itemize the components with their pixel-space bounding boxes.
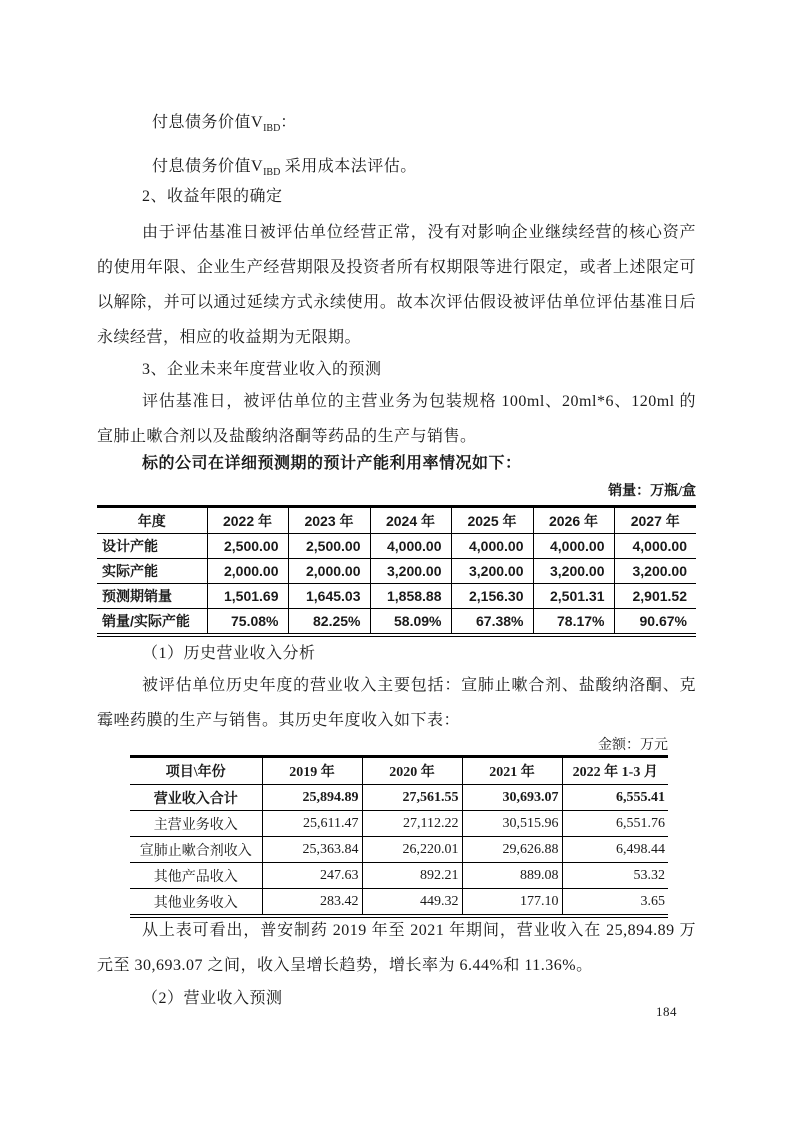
cell-value: 2,000.00 [288,559,370,584]
cell-value: 3,200.00 [370,559,451,584]
cell-value: 247.63 [262,863,362,889]
cell-value: 449.32 [362,889,462,917]
row-label: 销量/实际产能 [97,609,207,636]
cell-value: 3.65 [562,889,668,917]
capacity-header-cell: 2024 年 [370,507,451,534]
cell-value: 2,000.00 [207,559,288,584]
cell-value: 90.67% [614,609,696,636]
cell-value: 4,000.00 [533,534,614,559]
capacity-header-cell: 2025 年 [451,507,533,534]
cell-value: 29,626.88 [462,837,562,863]
table-row-total [130,785,668,811]
cell-value: 6,555.41 [562,785,668,811]
cell-value: 3,200.00 [614,559,696,584]
cell-value: 26,220.01 [362,837,462,863]
row-label: 设计产能 [97,534,207,559]
table-row [130,889,668,917]
table-row [130,863,668,889]
cell-value: 82.25% [288,609,370,636]
revenue-header-cell: 2020 年 [362,757,462,785]
vibd-colon: ： [280,114,297,131]
cell-value: 3,200.00 [533,559,614,584]
cell-value: 889.08 [462,863,562,889]
heading-history-analysis: （1）历史营业收入分析 [142,645,316,662]
revenue-header-cell: 项目\年份 [130,757,262,785]
cell-value: 27,112.22 [362,811,462,837]
table-row [97,609,696,636]
paragraph-vibd-method [97,156,696,184]
cell-value: 6,498.44 [562,837,668,863]
capacity-header-cell: 2027 年 [614,507,696,534]
cell-value: 2,500.00 [288,534,370,559]
cell-value: 30,693.07 [462,785,562,811]
paragraph-duration: 由于评估基准日被评估单位经营正常，没有对影响企业继续经营的核心资产的使用年限、企业生产经营期限及投资者所有权期限等进行限定，或者上述限定可以解除，并可以通过延续方式永续使用。故本次评估假设被评估单位评估基准日后永续经营，相应的收益期为无限期。 [97,224,696,346]
paragraph-main-business: 评估基准日，被评估单位的主营业务为包装规格 100ml、20ml*6、120ml 的宣肺止嗽合剂以及盐酸纳洛酮等药品的生产与销售。 [97,393,696,445]
capacity-table [97,505,696,637]
paragraph-conclusion: 从上表可看出，普安制药 2019 年至 2021 年期间，营业收入在 25,894.89 万元至 30,693.07 之间，收入呈增长趋势，增长率为 6.44%和 11.36%。 [97,922,696,974]
cell-value: 2,156.30 [451,584,533,609]
revenue-table [130,755,668,918]
cell-value: 53.32 [562,863,668,889]
heading-revenue-prediction: （2）营业收入预测 [142,990,283,1007]
table-row [130,837,668,863]
revenue-unit-label: 金额：万元 [598,738,668,753]
row-label: 其他业务收入 [130,889,262,917]
cell-value: 78.17% [533,609,614,636]
cell-value: 6,551.76 [562,811,668,837]
capacity-header-cell: 2023 年 [288,507,370,534]
table-row [97,534,696,559]
cell-value: 3,200.00 [451,559,533,584]
cell-value: 2,901.52 [614,584,696,609]
page-number: 184 [656,1004,677,1019]
cell-value: 1,645.03 [288,584,370,609]
table-row [97,559,696,584]
row-label: 其他产品收入 [130,863,262,889]
capacity-intro: 标的公司在详细预测期的预计产能利用率情况如下： [142,455,522,472]
row-label: 宣肺止嗽合剂收入 [130,837,262,863]
cell-value: 2,501.31 [533,584,614,609]
capacity-header-cell: 2022 年 [207,507,288,534]
cell-value: 58.09% [370,609,451,636]
cell-value: 1,501.69 [207,584,288,609]
vibd-subscript: IBD [263,123,281,134]
row-label: 营业收入合计 [130,785,262,811]
cell-value: 4,000.00 [451,534,533,559]
paragraph-vibd-label [97,112,696,140]
table-row [97,584,696,609]
cell-value: 2,500.00 [207,534,288,559]
cell-value: 25,363.84 [262,837,362,863]
revenue-header-cell: 2019 年 [262,757,362,785]
table-row [130,811,668,837]
row-label: 预测期销量 [97,584,207,609]
capacity-unit-label: 销量：万瓶/盒 [608,484,696,499]
vibd-method-text: 采用成本法评估。 [280,158,417,175]
cell-value: 67.38% [451,609,533,636]
capacity-header-row [97,507,696,534]
cell-value: 25,894.89 [262,785,362,811]
cell-value: 4,000.00 [614,534,696,559]
heading-income-years: 2、收益年限的确定 [142,188,283,205]
cell-value: 75.08% [207,609,288,636]
paragraph-history: 被评估单位历史年度的营业收入主要包括：宣肺止嗽合剂、盐酸纳洛酮、克霉唑药膜的生产与销售。其历史年度收入如下表： [97,677,696,729]
cell-value: 1,858.88 [370,584,451,609]
cell-value: 4,000.00 [370,534,451,559]
heading-revenue-forecast: 3、企业未来年度营业收入的预测 [142,361,382,378]
revenue-header-cell: 2021 年 [462,757,562,785]
vibd-subscript: IBD [263,167,281,178]
capacity-header-cell: 2026 年 [533,507,614,534]
revenue-header-cell: 2022 年 1-3 月 [562,757,668,785]
vibd-prefix: 付息债务价值V [152,158,264,175]
cell-value: 30,515.96 [462,811,562,837]
cell-value: 25,611.47 [262,811,362,837]
cell-value: 177.10 [462,889,562,917]
row-label: 主营业务收入 [130,811,262,837]
capacity-header-cell: 年度 [97,507,207,534]
cell-value: 27,561.55 [362,785,462,811]
revenue-header-row [130,757,668,785]
row-label: 实际产能 [97,559,207,584]
cell-value: 892.21 [362,863,462,889]
vibd-prefix: 付息债务价值V [152,114,264,131]
cell-value: 283.42 [262,889,362,917]
